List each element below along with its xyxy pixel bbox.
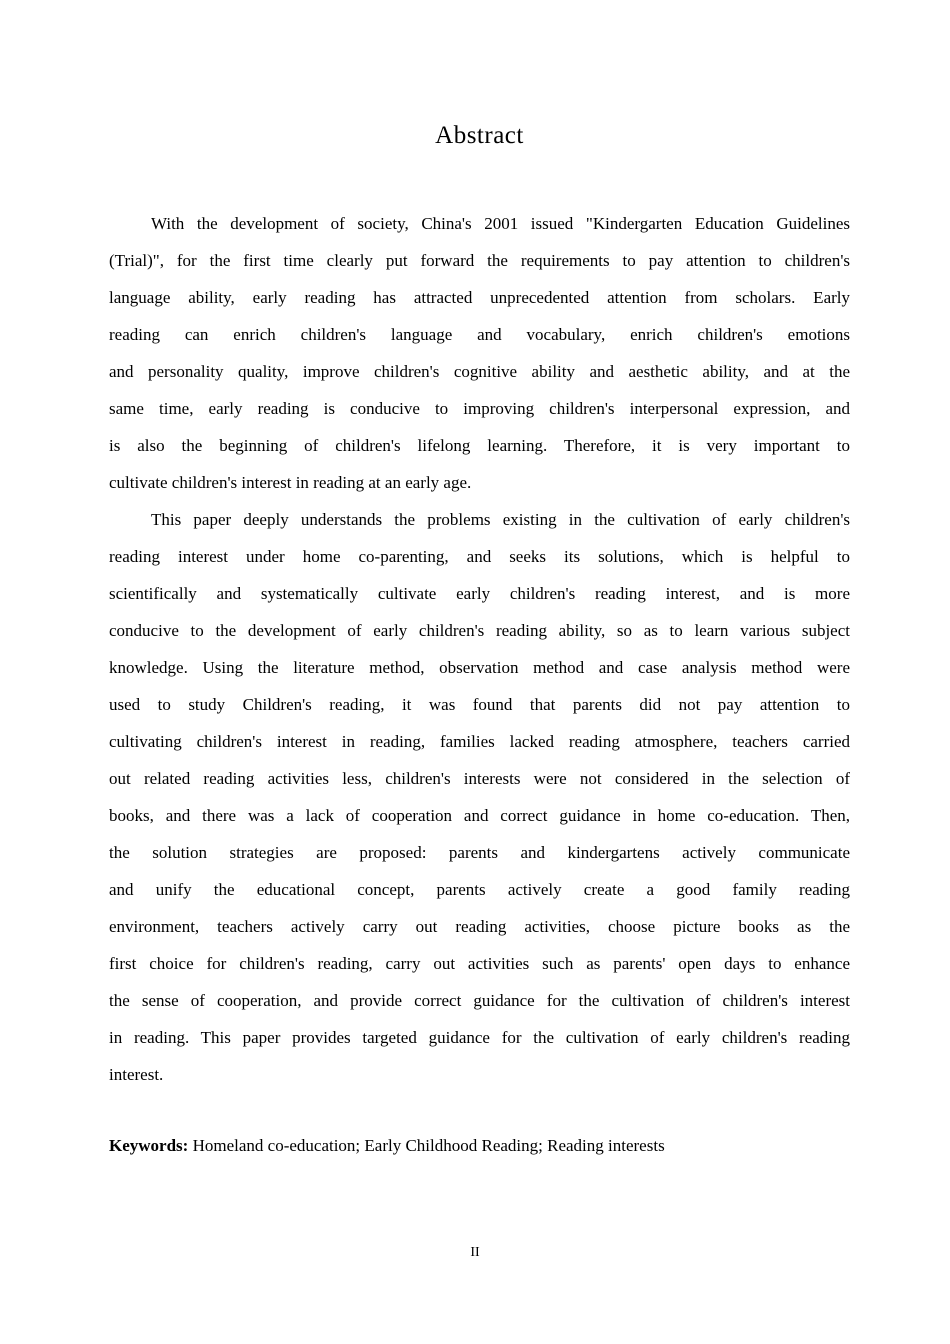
paragraph-line: same time, early reading is conducive to improving children's interpersonal expression, and xyxy=(109,399,850,418)
paragraph-line: and unify the educational concept, parents actively create a good family reading xyxy=(109,880,850,899)
paragraph-line: reading interest under home co-parenting, and seeks its solutions, which is helpful to xyxy=(109,547,850,566)
paragraph-line: interest. xyxy=(109,1065,164,1084)
paragraph xyxy=(109,205,850,501)
paragraph-line: and personality quality, improve children's cognitive ability and aesthetic ability, and at the xyxy=(109,362,850,381)
paragraph-line: knowledge. Using the literature method, observation method and case analysis method were xyxy=(109,658,850,677)
paragraph-line: out related reading activities less, children's interests were not considered in the selection of xyxy=(109,769,850,788)
paragraph-line: With the development of society, China's 2001 issued "Kindergarten Education Guidelines xyxy=(151,214,850,233)
keywords-line xyxy=(109,1127,850,1164)
paragraph-line: first choice for children's reading, carry out activities such as parents' open days to enhance xyxy=(109,954,850,973)
paragraph-line: reading can enrich children's language and vocabulary, enrich children's emotions xyxy=(109,325,850,344)
paragraph-line: used to study Children's reading, it was found that parents did not pay attention to xyxy=(109,695,850,714)
paragraph-line: cultivating children's interest in reading, families lacked reading atmosphere, teachers carried xyxy=(109,732,850,751)
paragraph-line: books, and there was a lack of cooperation and correct guidance in home co-education. Then, xyxy=(109,806,850,825)
paragraph-line: language ability, early reading has attracted unprecedented attention from scholars. Early xyxy=(109,288,850,307)
paragraph-line: cultivate children's interest in reading at an early age. xyxy=(109,473,472,492)
paragraph xyxy=(109,501,850,1093)
paragraph-line: is also the beginning of children's lifelong learning. Therefore, it is very important to xyxy=(109,436,850,455)
paragraph-line: This paper deeply understands the problems existing in the cultivation of early children's xyxy=(151,510,850,529)
paragraph-line: in reading. This paper provides targeted guidance for the cultivation of early children's reading xyxy=(109,1028,850,1047)
keywords-label: Keywords: xyxy=(109,1136,189,1155)
paragraph-line: environment, teachers actively carry out reading activities, choose picture books as the xyxy=(109,917,850,936)
paragraph-line: scientifically and systematically cultivate early children's reading interest, and is more xyxy=(109,584,850,603)
page-number: II xyxy=(470,1245,480,1260)
paragraph-line: (Trial)", for the first time clearly put forward the requirements to pay attention to children's xyxy=(109,251,850,270)
keywords-text: Homeland co-education; Early Childhood Reading; Reading interests xyxy=(192,1136,665,1155)
abstract-body xyxy=(109,205,850,1093)
paragraph-line: the solution strategies are proposed: parents and kindergartens actively communicate xyxy=(109,843,850,862)
paragraph-line: conducive to the development of early children's reading ability, so as to learn various subject xyxy=(109,621,850,640)
paragraph-line: the sense of cooperation, and provide correct guidance for the cultivation of children's interest xyxy=(109,991,850,1010)
page-title: Abstract xyxy=(435,122,524,149)
